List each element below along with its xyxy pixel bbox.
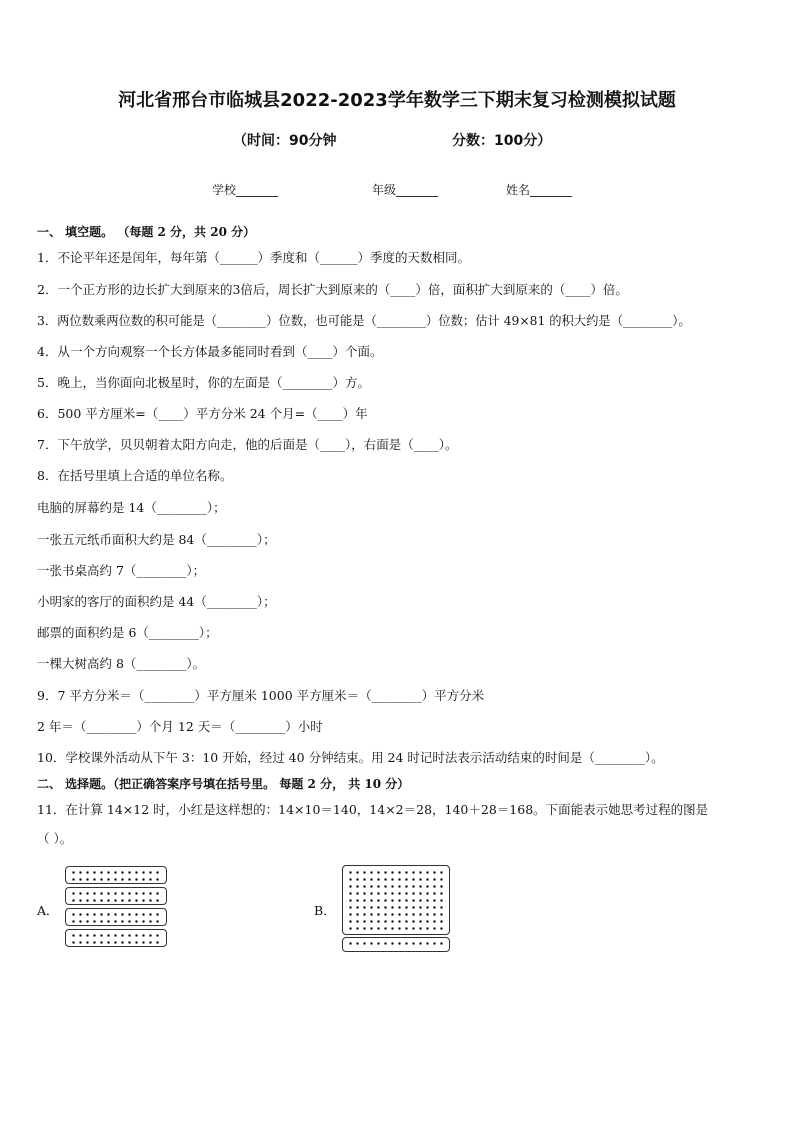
question-line: 9．7 平方分米＝（________）平方厘米 1000 平方厘米＝（________）平方分米 [37, 688, 485, 703]
question-line: 2．一个正方形的边长扩大到原来的3倍后，周长扩大到原来的（____）倍，面积扩大到原来的（____）倍。 [37, 282, 628, 297]
exam-time: （时间：90分钟 [233, 133, 337, 149]
question-line: 一张书桌高约 7（________）； [37, 563, 206, 578]
dot-strip [65, 929, 167, 947]
school-field: 学校_______ [212, 183, 279, 197]
question-line: 一张五元纸币面积大约是 84（________）； [37, 532, 276, 547]
question-line: 4．从一个方向观察一个长方体最多能同时看到（____）个面。 [37, 344, 383, 359]
dot-strip [65, 866, 167, 884]
question-line: 7．下午放学，贝贝朝着太阳方向走，他的后面是（____），右面是（____）。 [37, 437, 458, 452]
exam-score: 分数：100分） [452, 133, 552, 149]
question-line: 8．在括号里填上合适的单位名称。 [37, 468, 233, 483]
option-a-label: A． [37, 903, 59, 918]
option-b-label: B． [314, 903, 336, 918]
option-a-dot-figure [65, 866, 169, 952]
question-11: 11．在计算 14×12 时，小红是这样想的：14×10＝140，14×2＝28，140＋28＝168。下面能表示她思考过程的图是 [37, 802, 709, 817]
dot-grid-large [342, 865, 450, 935]
question-line: 10．学校课外活动从下午 3：10 开始，经过 40 分钟结束。用 24 时记时法表示活动结束的时间是（________）。 [37, 750, 664, 765]
question-line: 一棵大树高约 8（________）。 [37, 656, 206, 671]
question-11-blank: （ ）。 [37, 831, 73, 846]
question-line: 3．两位数乘两位数的积可能是（________）位数，也可能是（________）位数；估计 49×81 的积大约是（________）。 [37, 314, 691, 328]
question-line: 6．500 平方厘米=（____）平方分米 24 个月=（____）年 [37, 406, 368, 421]
question-line: 1．不论平年还是闰年，每年第（______）季度和（______）季度的天数相同。 [37, 250, 470, 265]
question-line: 小明家的客厅的面积约是 44（________）； [37, 594, 276, 609]
dot-strip [65, 908, 167, 926]
option-b-dot-figure [342, 865, 450, 953]
section1-heading: 一、 填空题。 （每题 2 分，共 20 分） [37, 225, 256, 239]
page-title: 河北省邢台市临城县2022-2023学年数学三下期末复习检测模拟试题 [118, 90, 676, 111]
grade-field: 年级_______ [372, 183, 439, 197]
question-line: 5．晚上，当你面向北极星时，你的左面是（________）方。 [37, 375, 370, 390]
section2-heading: 二、 选择题。（把正确答案序号填在括号里。 每题 2 分， 共 10 分） [37, 777, 410, 791]
dot-strip [342, 937, 450, 952]
question-line: 2 年＝（________）个月 12 天＝（________）小时 [37, 719, 323, 734]
question-line: 电脑的屏幕约是 14（________）； [37, 500, 226, 515]
dot-strip [65, 887, 167, 905]
question-line: 邮票的面积约是 6（________）； [37, 625, 218, 640]
name-field: 姓名_______ [506, 183, 573, 197]
